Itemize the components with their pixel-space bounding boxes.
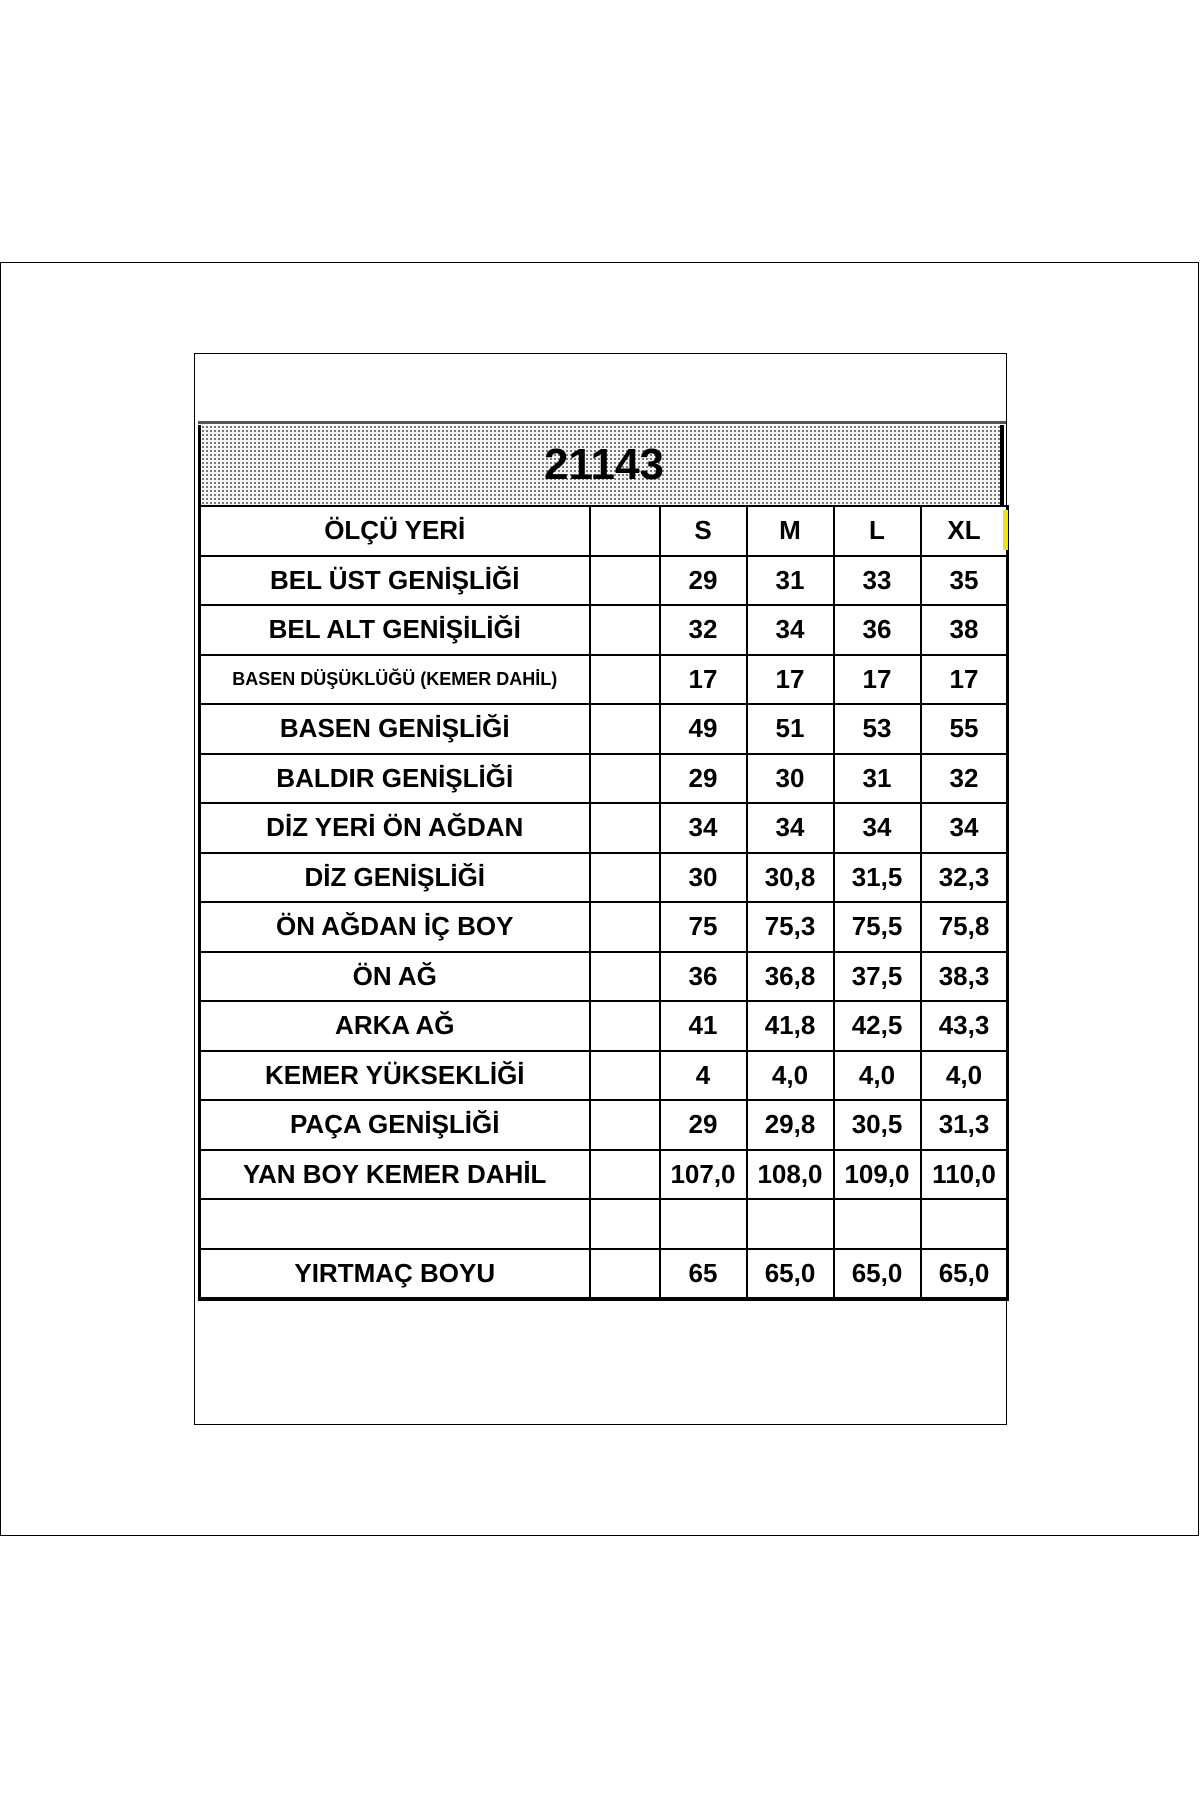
value-cell: 4,0 — [747, 1051, 834, 1101]
value-cell: 30,5 — [834, 1100, 921, 1150]
row-label: ARKA AĞ — [200, 1001, 590, 1051]
empty-cell — [590, 1199, 660, 1249]
value-cell: 75,5 — [834, 902, 921, 952]
row-label: BEL ÜST GENİŞLİĞİ — [200, 556, 590, 606]
empty-cell — [590, 605, 660, 655]
value-cell: 34 — [660, 803, 747, 853]
table-row — [200, 803, 1008, 853]
empty-cell — [590, 1150, 660, 1200]
row-label: ÖN AĞDAN İÇ BOY — [200, 902, 590, 952]
table-row — [200, 1051, 1008, 1101]
table-row — [200, 1150, 1008, 1200]
model-title-band — [198, 425, 1004, 505]
row-label: DİZ GENİŞLİĞİ — [200, 853, 590, 903]
header-size-m: M — [747, 506, 834, 556]
value-cell: 65,0 — [921, 1249, 1008, 1300]
value-cell: 36 — [834, 605, 921, 655]
empty-cell — [590, 1100, 660, 1150]
table-row — [200, 1100, 1008, 1150]
table-row — [200, 754, 1008, 804]
selected-cell-marker — [1003, 510, 1008, 550]
table-row — [200, 704, 1008, 754]
header-size-l: L — [834, 506, 921, 556]
value-cell: 36 — [660, 952, 747, 1002]
value-cell: 38,3 — [921, 952, 1008, 1002]
row-label: KEMER YÜKSEKLİĞİ — [200, 1051, 590, 1101]
value-cell: 31 — [747, 556, 834, 606]
empty-cell — [590, 556, 660, 606]
value-cell: 35 — [921, 556, 1008, 606]
value-cell: 30 — [747, 754, 834, 804]
row-label: BASEN GENİŞLİĞİ — [200, 704, 590, 754]
table-row — [200, 605, 1008, 655]
value-cell: 4,0 — [921, 1051, 1008, 1101]
table-row — [200, 556, 1008, 606]
value-cell: 110,0 — [921, 1150, 1008, 1200]
row-label: BALDIR GENİŞLİĞİ — [200, 754, 590, 804]
value-cell: 17 — [921, 655, 1008, 705]
row-label: YIRTMAÇ BOYU — [200, 1249, 590, 1300]
value-cell — [747, 1199, 834, 1249]
empty-cell — [590, 853, 660, 903]
value-cell: 31,5 — [834, 853, 921, 903]
header-label: ÖLÇÜ YERİ — [200, 506, 590, 556]
value-cell: 34 — [747, 803, 834, 853]
value-cell: 42,5 — [834, 1001, 921, 1051]
size-chart-table — [198, 505, 1009, 1301]
empty-cell — [590, 1001, 660, 1051]
value-cell: 41,8 — [747, 1001, 834, 1051]
empty-cell — [590, 803, 660, 853]
empty-cell — [590, 952, 660, 1002]
value-cell: 32 — [921, 754, 1008, 804]
table-row — [200, 1249, 1008, 1300]
value-cell: 17 — [834, 655, 921, 705]
value-cell: 53 — [834, 704, 921, 754]
empty-cell — [590, 1051, 660, 1101]
value-cell: 33 — [834, 556, 921, 606]
value-cell: 29 — [660, 1100, 747, 1150]
value-cell: 75,8 — [921, 902, 1008, 952]
model-code: 21143 — [544, 440, 664, 489]
value-cell: 65 — [660, 1249, 747, 1300]
value-cell: 51 — [747, 704, 834, 754]
value-cell: 49 — [660, 704, 747, 754]
value-cell: 34 — [921, 803, 1008, 853]
row-label: PAÇA GENİŞLİĞİ — [200, 1100, 590, 1150]
value-cell: 34 — [747, 605, 834, 655]
value-cell: 29 — [660, 754, 747, 804]
value-cell: 37,5 — [834, 952, 921, 1002]
value-cell: 108,0 — [747, 1150, 834, 1200]
value-cell: 4,0 — [834, 1051, 921, 1101]
value-cell: 17 — [747, 655, 834, 705]
empty-cell — [590, 704, 660, 754]
empty-cell — [590, 902, 660, 952]
value-cell — [660, 1199, 747, 1249]
table-row — [200, 853, 1008, 903]
value-cell: 75,3 — [747, 902, 834, 952]
row-label — [200, 1199, 590, 1249]
value-cell: 29 — [660, 556, 747, 606]
value-cell: 65,0 — [747, 1249, 834, 1300]
row-label: BASEN DÜŞÜKLÜĞÜ (KEMER DAHİL) — [200, 655, 590, 705]
value-cell: 65,0 — [834, 1249, 921, 1300]
value-cell: 41 — [660, 1001, 747, 1051]
value-cell: 29,8 — [747, 1100, 834, 1150]
header-row — [200, 506, 1008, 556]
table-row — [200, 655, 1008, 705]
value-cell: 30 — [660, 853, 747, 903]
value-cell: 31 — [834, 754, 921, 804]
empty-cell — [590, 754, 660, 804]
header-empty-cell — [590, 506, 660, 556]
row-label: DİZ YERİ ÖN AĞDAN — [200, 803, 590, 853]
value-cell: 30,8 — [747, 853, 834, 903]
header-size-s: S — [660, 506, 747, 556]
row-label: BEL ALT GENİŞİLİĞİ — [200, 605, 590, 655]
empty-cell — [590, 1249, 660, 1300]
table-row — [200, 1001, 1008, 1051]
value-cell: 32,3 — [921, 853, 1008, 903]
value-cell: 36,8 — [747, 952, 834, 1002]
value-cell: 43,3 — [921, 1001, 1008, 1051]
value-cell: 32 — [660, 605, 747, 655]
row-label: YAN BOY KEMER DAHİL — [200, 1150, 590, 1200]
value-cell: 55 — [921, 704, 1008, 754]
value-cell: 38 — [921, 605, 1008, 655]
value-cell: 17 — [660, 655, 747, 705]
value-cell: 107,0 — [660, 1150, 747, 1200]
empty-row — [200, 1199, 1008, 1249]
header-size-xl: XL — [921, 506, 1008, 556]
sheet-top-border — [198, 421, 1006, 424]
row-label: ÖN AĞ — [200, 952, 590, 1002]
title-right-border — [1000, 425, 1004, 505]
value-cell: 34 — [834, 803, 921, 853]
value-cell: 75 — [660, 902, 747, 952]
value-cell: 109,0 — [834, 1150, 921, 1200]
value-cell — [921, 1199, 1008, 1249]
value-cell: 31,3 — [921, 1100, 1008, 1150]
value-cell: 4 — [660, 1051, 747, 1101]
empty-cell — [590, 655, 660, 705]
table-row — [200, 902, 1008, 952]
value-cell — [834, 1199, 921, 1249]
table-row — [200, 952, 1008, 1002]
